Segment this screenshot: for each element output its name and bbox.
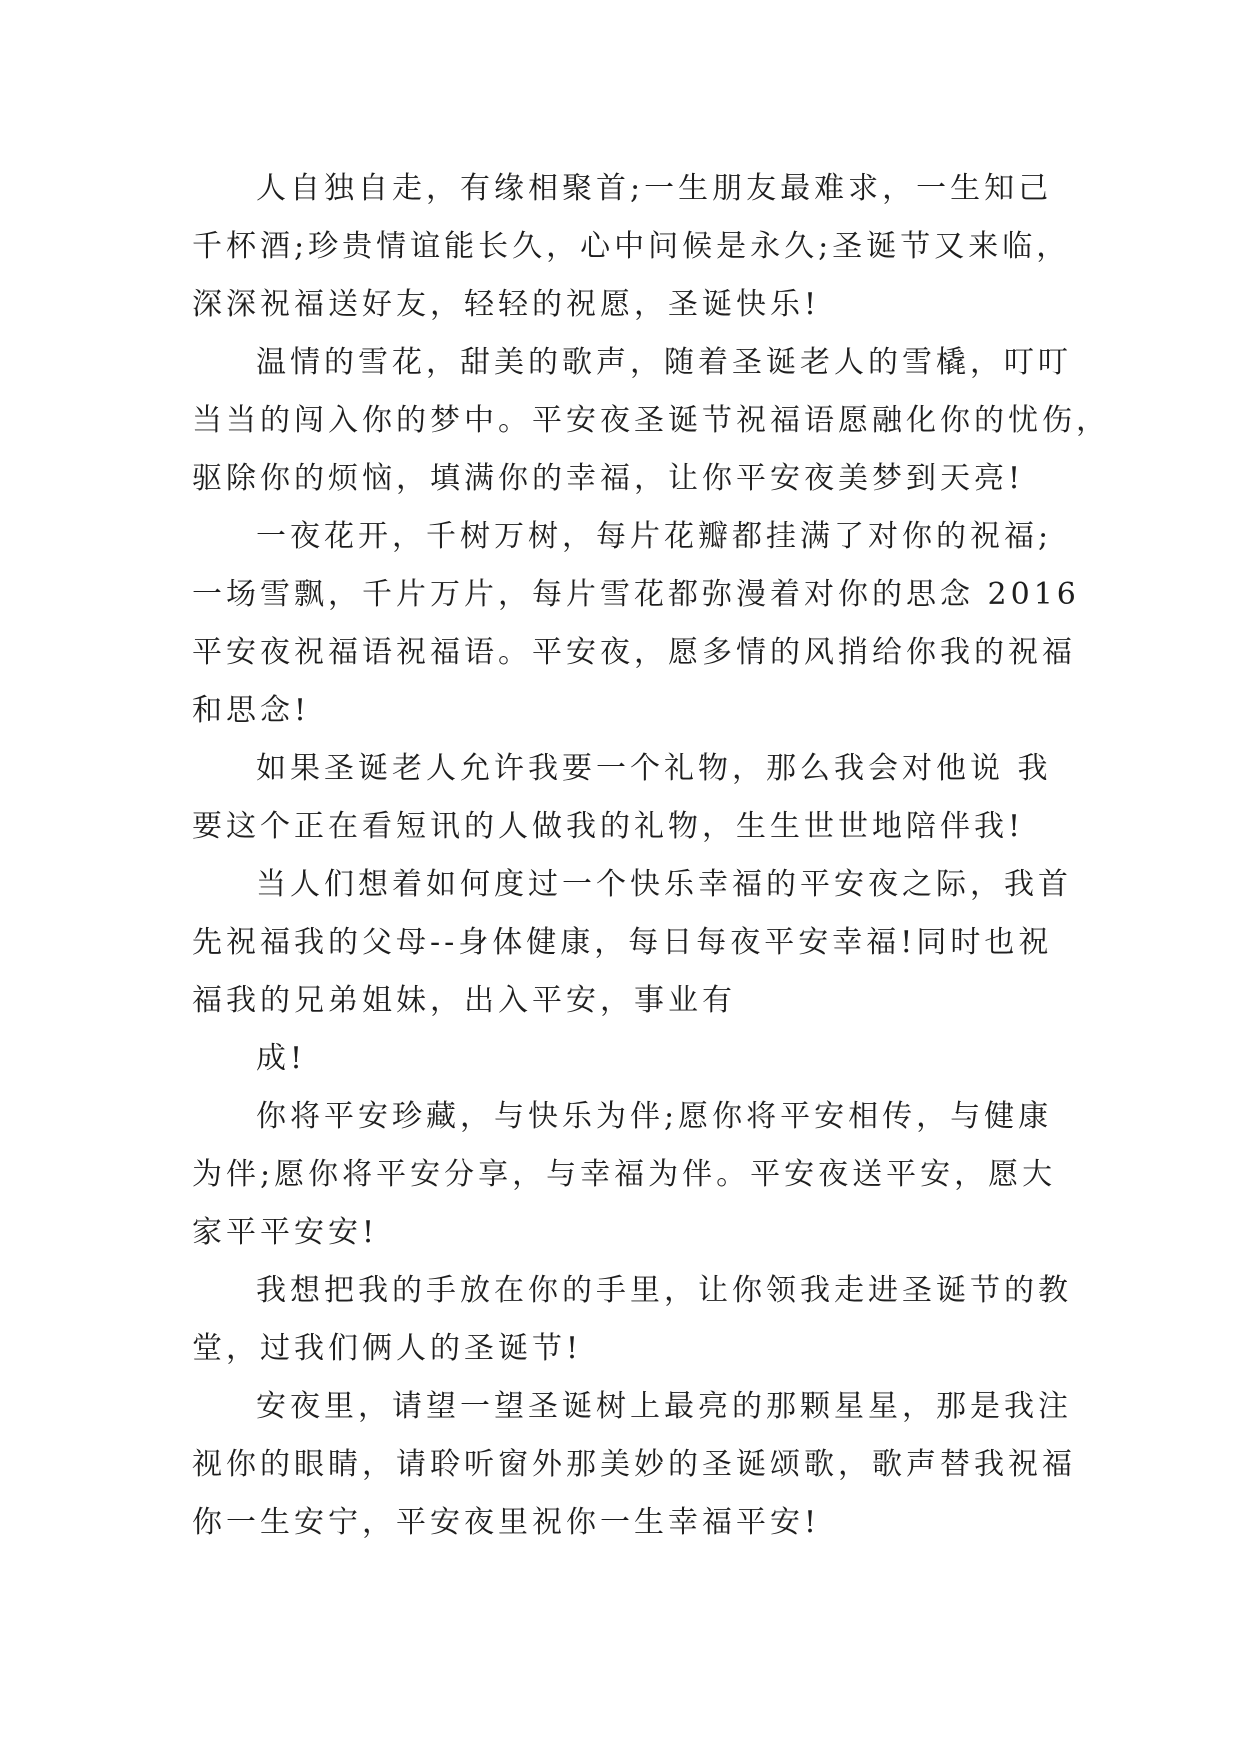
text-line: 你一生安宁，平安夜里祝你一生幸福平安!: [192, 1505, 821, 1540]
text-line: 温情的雪花，甜美的歌声，随着圣诞老人的雪橇，叮叮: [256, 345, 1072, 380]
text-line: 和思念!: [192, 693, 311, 728]
text-line: 一场雪飘，千片万片，每片雪花都弥漫着对你的思念 2016: [192, 577, 1080, 612]
text-line: 深深祝福送好友，轻轻的祝愿，圣诞快乐!: [192, 287, 821, 322]
paragraph: [192, 1378, 1076, 1552]
text-line: 先祝福我的父母--身体健康，每日每夜平安幸福!同时也祝: [192, 925, 1053, 960]
text-line: 堂，过我们俩人的圣诞节!: [192, 1331, 583, 1366]
paragraph: [192, 160, 1071, 334]
text-line: 驱除你的烦恼，填满你的幸福，让你平安夜美梦到天亮!: [192, 461, 1025, 496]
text-line: 千杯酒;珍贵情谊能长久，心中问候是永久;圣诞节又来临，: [192, 229, 1071, 264]
text-line: 我想把我的手放在你的手里，让你领我走进圣诞节的教: [256, 1273, 1072, 1308]
paragraph: [192, 1262, 1072, 1378]
paragraph: [192, 740, 1062, 856]
text-line: 当当的闯入你的梦中。平安夜圣诞节祝福语愿融化你的忧伤，: [192, 403, 1110, 438]
paragraph: [192, 856, 1072, 1030]
text-line: 当人们想着如何度过一个快乐幸福的平安夜之际，我首: [256, 867, 1072, 902]
text-line: 成!: [256, 1041, 307, 1076]
paragraph: [192, 1088, 1062, 1262]
paragraph: [192, 1030, 1062, 1088]
document-body: [192, 160, 1110, 1552]
text-line: 平安夜祝福语祝福语。平安夜，愿多情的风捎给你我的祝福: [192, 635, 1076, 670]
text-line: 家平平安安!: [192, 1215, 379, 1250]
text-line: 你将平安珍藏，与快乐为伴;愿你将平安相传，与健康: [256, 1099, 1053, 1134]
text-line: 福我的兄弟姐妹，出入平安，事业有: [192, 983, 736, 1018]
text-line: 要这个正在看短讯的人做我的礼物，生生世世地陪伴我!: [192, 809, 1025, 844]
text-line: 人自独自走，有缘相聚首;一生朋友最难求，一生知己: [256, 171, 1053, 206]
text-line: 安夜里，请望一望圣诞树上最亮的那颗星星，那是我注: [256, 1389, 1072, 1424]
text-line: 为伴;愿你将平安分享，与幸福为伴。平安夜送平安，愿大: [192, 1157, 1057, 1192]
text-line: 如果圣诞老人允许我要一个礼物，那么我会对他说 我: [256, 751, 1052, 786]
paragraph: [192, 334, 1110, 508]
text-line: 视你的眼睛，请聆听窗外那美妙的圣诞颂歌，歌声替我祝福: [192, 1447, 1076, 1482]
paragraph: [192, 508, 1080, 740]
text-line: 一夜花开，千树万树，每片花瓣都挂满了对你的祝福;: [256, 519, 1053, 554]
